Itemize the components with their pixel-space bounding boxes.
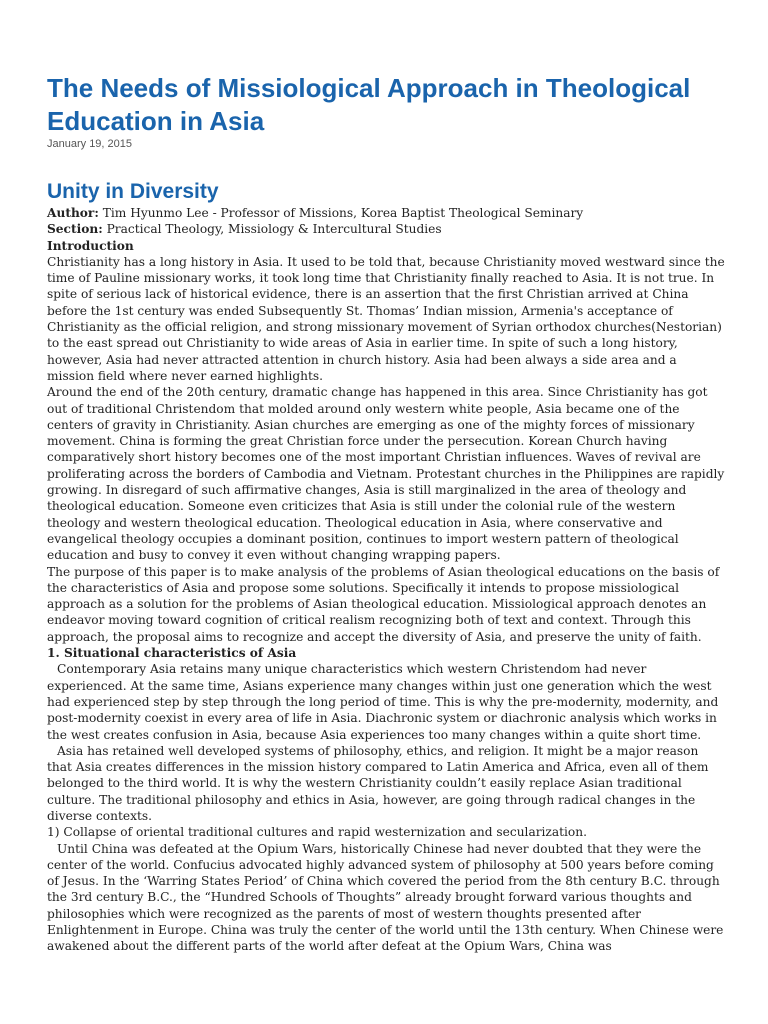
paragraph: The purpose of this paper is to make analysis of the problems of Asian theological educations on the basis of the characteristics of Asia and propose some solutions. Specifically it intends to propose missiological approach as a solution for the problems of Asian theological education. Missiological approach denotes an endeavor moving toward cognition of critical realism recognizing both of text and context. Through this approach, the proposal aims to recognize and accept the diversity of Asia, and preserve the unity of faith. bbox=[47, 564, 720, 644]
section-heading: 1. Situational characteristics of Asia bbox=[47, 646, 297, 661]
section-line bbox=[47, 221, 727, 237]
paragraph: Contemporary Asia retains many unique characteristics which western Christendom had never experienced. At the same time, Asians experience many changes within just one generation which the west had experienced step by step through the long period of time. This is why the pre-modernity, modernity, and post-modernity coexist in every area of life in Asia. Diachronic system or diachronic analysis which works in the west creates confusion in Asia, because Asia experiences too many changes within a quite short time. bbox=[47, 662, 719, 742]
author-line bbox=[47, 205, 727, 221]
paragraph: Until China was defeated at the Opium Wars, historically Chinese had never doubted that they were the center of the world. Confucius advocated highly advanced system of philosophy at 500 years before coming of Jesus. In the ‘Warring States Period’ of China which covered the period from the 8th century B.C. through the 3rd century B.C., the “Hundred Schools of Thoughts” already brought forward various thoughts and philosophies which were recognized as the parents of most of western thoughts presented after Enlightenment in Europe. China was truly the center of the world until the 13th century. When Chinese were awakened about the different parts of the world after defeat at the Opium Wars, China was bbox=[47, 841, 724, 954]
author-label: Author: bbox=[47, 206, 99, 220]
article-subtitle: Unity in Diversity bbox=[47, 180, 219, 203]
paragraph: Around the end of the 20th century, dramatic change has happened in this area. Since Christianity has got out of traditional Christendom that molded around only western white people, Asia became one of the centers of gravity in Christianity. Asian churches are emerging as one of the mighty forces of missionary movement. China is forming the great Christian force under the persecution. Korean Church having comparatively short history becomes one of the most important Christian influences. Waves of revival are proliferating across the borders of Cambodia and Vietnam. Protestant churches in the Philippines are rapidly growing. In disregard of such affirmative changes, Asia is still marginalized in the area of theology and theological education. Someone even criticizes that Asia is still under the colonial rule of the western theology and western theological education. Theological education in Asia, where conservative and evangelical theology occupies a dominant position, continues to import western pattern of theological education and busy to convey it even without changing wrapping papers. bbox=[47, 385, 725, 563]
paragraph: Christianity has a long history in Asia. It used to be told that, because Christianity moved westward since the time of Pauline missionary works, it took long time that Christianity finally reached to Asia. It is not true. In spite of serious lack of historical evidence, there is an assertion that the first Christian arrived at China before the 1st century was ended Subsequently St. Thomas’ Indian mission, Armenia's acceptance of Christianity as the official religion, and strong missionary movement of Syrian orthodox churches(Nestorian) to the east spread out Christianity to wide areas of Asia in earlier time. In spite of such a long history, however, Asia had never attracted attention in church history. Asia had been always a side area and a mission field where never earned highlights. bbox=[47, 254, 725, 383]
page-title: The Needs of Missiological Approach in Theological Education in Asia bbox=[47, 73, 691, 136]
intro-heading: Introduction bbox=[47, 238, 134, 253]
subsection-heading: 1) Collapse of oriental traditional cultures and rapid westernization and secularization. bbox=[47, 825, 587, 840]
paragraph: Asia has retained well developed systems of philosophy, ethics, and religion. It might be a major reason that Asia creates differences in the mission history compared to Latin America and Africa, even all of them belonged to the third world. It is why the western Christianity couldn’t easily replace Asian traditional culture. The traditional philosophy and ethics in Asia, however, are going through radical changes in the diverse contexts. bbox=[47, 743, 709, 823]
article-body bbox=[47, 205, 727, 955]
section-value: Practical Theology, Missiology & Intercultural Studies bbox=[106, 222, 442, 237]
publish-date: January 19, 2015 bbox=[47, 138, 133, 150]
section-label: Section: bbox=[47, 222, 103, 237]
author-name: Tim Hyunmo Lee - Professor of Missions, Korea Baptist Theological Seminary bbox=[102, 206, 584, 220]
